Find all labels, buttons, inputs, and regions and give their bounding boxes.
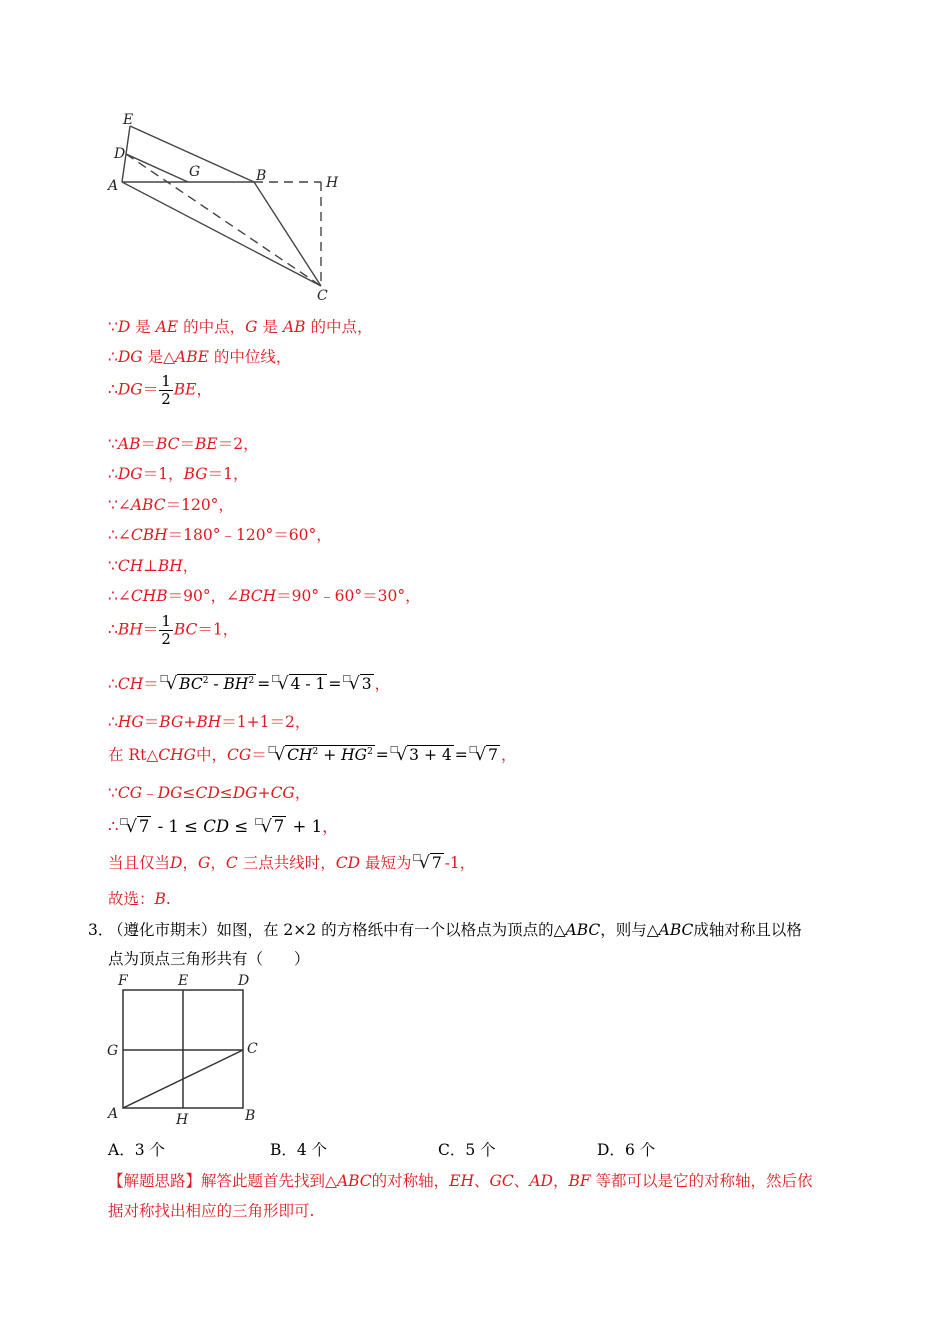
segment-bc (254, 182, 321, 286)
solution-line-9: ∴∠CHB＝90°，∠BCH＝90°﹣60°＝30°， (108, 587, 421, 605)
segment-ac (122, 182, 321, 286)
label-g: G (107, 1043, 119, 1059)
question-number: 3． (88, 921, 114, 939)
radical-4-minus-1: □√ 4 - 1 (271, 674, 326, 694)
label-a: A (108, 178, 119, 194)
radical-7: □√ 7 (468, 745, 498, 765)
label-d: D (238, 973, 250, 989)
label-h: H (326, 175, 339, 191)
question-3-line-1: （遵化市期末）如图，在 2×2 的方格纸中有一个以格点为顶点的△ABC，则与△ABC成轴对称且以格 (108, 921, 802, 939)
grid-figure (100, 968, 270, 1130)
label-f: F (118, 973, 128, 989)
label-e: E (123, 112, 134, 128)
solution-line-11: ∴CH＝□√ $BC^2 - BH^2 =^□√$ 4 - 1 =□√ 3 ， (108, 674, 391, 694)
label-b: B (256, 168, 267, 184)
solution-line-8: ∵CH⊥BH， (108, 557, 199, 575)
question-3-line-2: 点为顶点三角形共有（ ） (108, 950, 310, 968)
solution-line-6: ∵∠ABC＝120°， (108, 496, 234, 514)
label-h: H (176, 1112, 189, 1128)
solution-line-2: ∴DG 是△ABE 的中位线， (108, 348, 292, 366)
option-c[interactable]: C．5 个 (438, 1141, 496, 1159)
solution-line-14: ∵CG﹣DG≤CD≤DG+CG， (108, 784, 311, 802)
solution-line-12: ∴HG＝BG+BH＝1+1＝2， (108, 713, 311, 731)
segment-dc-dashed (126, 154, 321, 286)
label-e: E (178, 973, 189, 989)
geometry-figure-1 (105, 108, 355, 308)
solution-line-5: ∴DG＝1，BG＝1， (108, 465, 249, 483)
radical-cg: □√ $CH^2 + HG^2$ (267, 745, 373, 765)
solution-line-1: ∵D 是 AE 的中点，G 是 AB 的中点， (108, 318, 373, 336)
radical-3: □√ 3 (342, 674, 372, 694)
fraction-one-half: $\frac{1}{2}$ (161, 612, 171, 648)
option-b[interactable]: B．4 个 (270, 1141, 328, 1159)
segment-dg (126, 154, 188, 182)
radical-7: □√ 7 (119, 817, 150, 837)
option-a[interactable]: A．3 个 (108, 1141, 165, 1159)
label-c: C (247, 1041, 258, 1057)
solution-line-10: ∴BH＝ $\frac{1}{2}$ BC＝1， (108, 612, 239, 648)
solution-line-3: ∴DG＝ $\frac{1}{2}$ BE， (108, 372, 212, 408)
solution-line-4: ∵AB＝BC＝BE＝2， (108, 435, 259, 453)
label-d: D (114, 146, 126, 162)
radical-3-plus-4: □√ 3 + 4 (389, 745, 452, 765)
hint-line-2: 据对称找出相应的三角形即可. (108, 1202, 315, 1220)
option-d[interactable]: D．6 个 (597, 1141, 656, 1159)
solution-line-17: 故选：B. (108, 890, 171, 908)
solution-line-7: ∴∠CBH＝180°﹣120°＝60°， (108, 526, 332, 544)
solution-line-15: ∴□√ 7 - 1 ≤ CD ≤ □√ 7 + 1， (108, 817, 339, 837)
hint-line-1: 【解题思路】解答此题首先找到△ABC的对称轴，EH、GC、AD，BF 等都可以是它的对称轴，然后依 (108, 1172, 813, 1190)
radical-ch: □√ $BC^2 - BH^2$ (159, 674, 255, 694)
label-b: B (245, 1108, 256, 1124)
label-c: C (317, 288, 328, 304)
label-a: A (108, 1106, 119, 1122)
solution-line-16: 当且仅当D，G，C 三点共线时，CD 最短为□√ 7 -1， (108, 853, 476, 873)
radical-7: □√ 7 (412, 853, 442, 873)
label-g: G (189, 164, 201, 180)
radical-7: □√ 7 (254, 817, 285, 837)
solution-line-13: 在 Rt△CHG中，CG＝□√ $CH^2 + HG^2 =^□√$ 3 + 4 =□√ 7 ， (108, 745, 517, 765)
fraction-one-half: $\frac{1}{2}$ (161, 372, 171, 408)
